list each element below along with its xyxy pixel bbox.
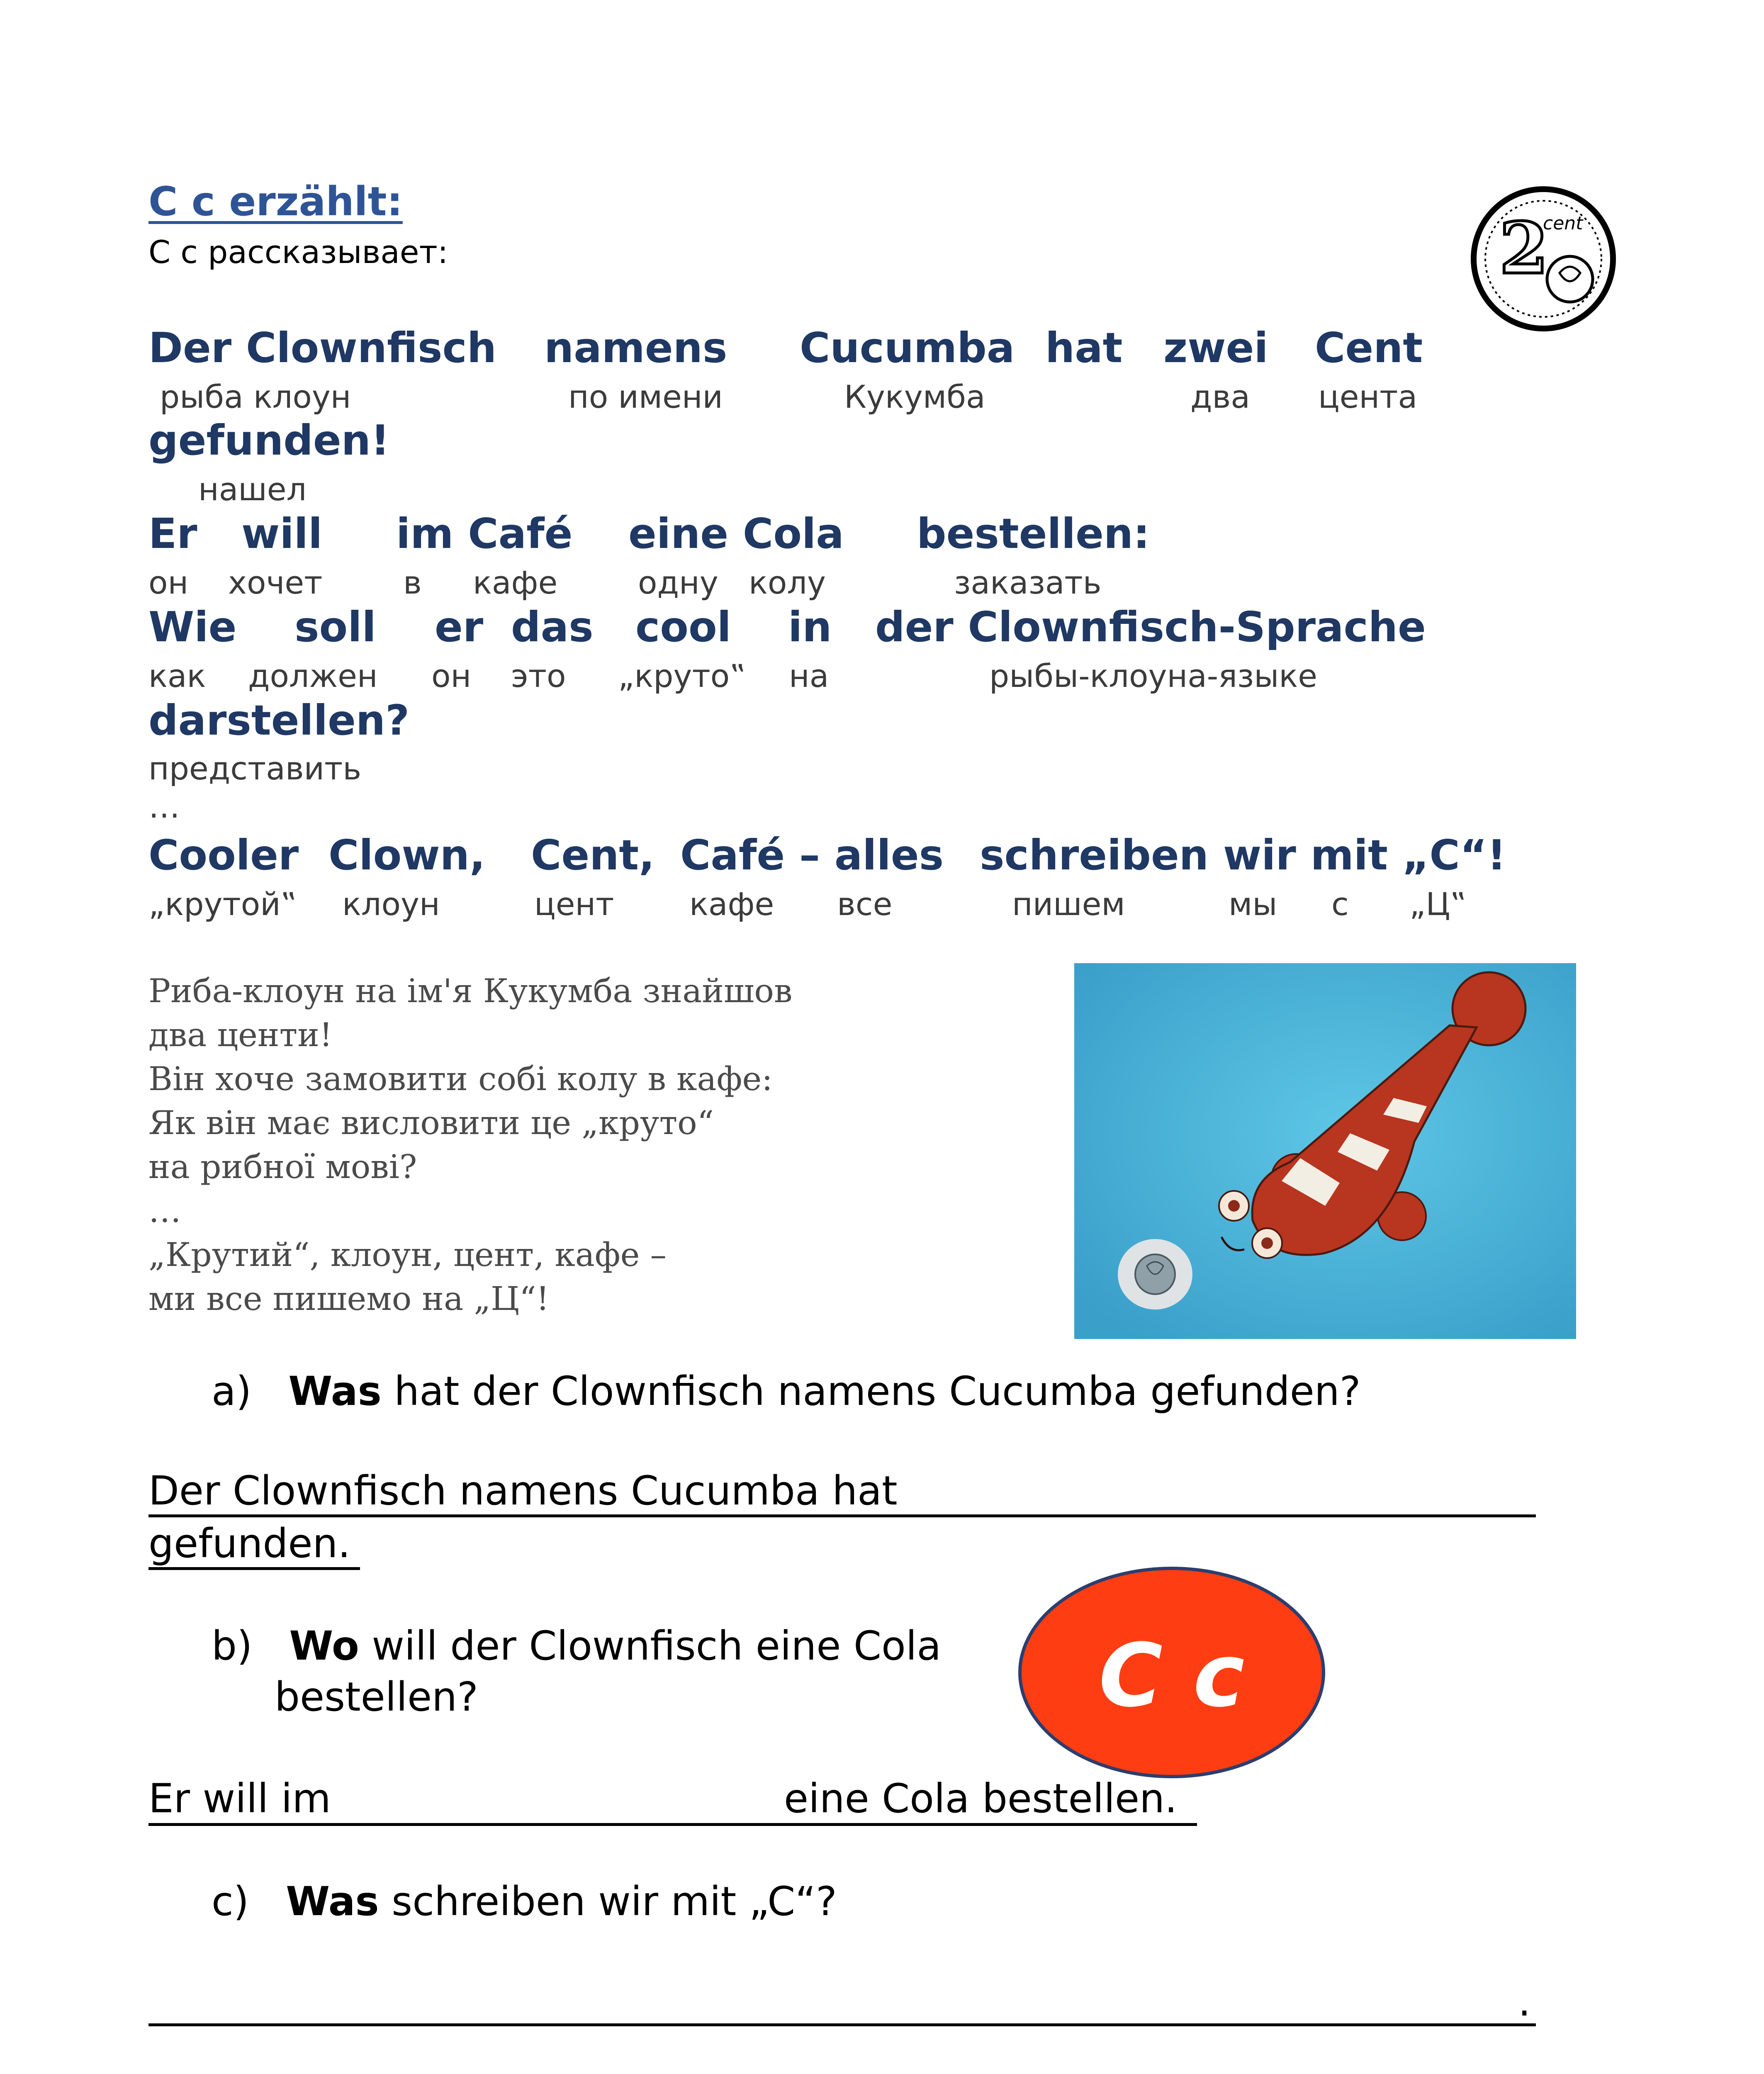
uk-line: … bbox=[148, 1192, 181, 1230]
de-word: gefunden! bbox=[148, 416, 390, 465]
de-word: Cucumba bbox=[800, 324, 1015, 372]
question-keyword: Was bbox=[288, 1368, 382, 1414]
de-word: Café – alles bbox=[680, 831, 944, 879]
question-a bbox=[212, 1368, 1361, 1414]
ru-word: он bbox=[431, 657, 472, 694]
ru-word: клоун bbox=[342, 886, 440, 923]
question-b-cont: bestellen? bbox=[275, 1674, 478, 1720]
de-word: Cent, bbox=[531, 831, 655, 879]
question-b bbox=[212, 1623, 941, 1669]
clownfish-photo bbox=[1074, 963, 1576, 1339]
de-word: Der Clownfisch bbox=[148, 324, 497, 372]
badge-letters: C c bbox=[1099, 1625, 1245, 1726]
de-word: Cooler bbox=[148, 831, 299, 879]
de-word: schreiben wir mit „C“! bbox=[980, 831, 1506, 879]
ru-word: в bbox=[403, 564, 422, 601]
answer-a-start: Der Clownfisch namens Cucumba hat bbox=[148, 1468, 898, 1514]
question-keyword: Was bbox=[286, 1878, 379, 1925]
uk-line: ми все пишемо на „Ц“! bbox=[148, 1280, 550, 1318]
question-keyword: Wo bbox=[289, 1623, 359, 1669]
uk-line: Риба-клоун на ім'я Кукумба знайшов bbox=[148, 972, 793, 1010]
ru-word: кафе bbox=[473, 564, 558, 601]
ru-word: с bbox=[1331, 886, 1349, 923]
de-word: der Clownfisch-Sprache bbox=[875, 603, 1426, 651]
page-subtitle: С с рассказывает: bbox=[148, 234, 448, 270]
de-word: im Café bbox=[396, 509, 573, 558]
answer-a-end: gefunden. bbox=[148, 1520, 350, 1567]
ru-word: заказать bbox=[954, 564, 1102, 601]
question-marker: b) bbox=[212, 1623, 253, 1669]
ru-word: Кукумба bbox=[844, 378, 985, 415]
ru-word: как bbox=[148, 657, 206, 694]
de-word: namens bbox=[544, 324, 727, 372]
answer-b-start: Er will im bbox=[148, 1775, 331, 1822]
question-text: schreiben wir mit „C“? bbox=[379, 1878, 837, 1925]
ru-word: мы bbox=[1229, 886, 1277, 923]
de-word: Er bbox=[148, 509, 197, 558]
de-word: cool bbox=[635, 603, 731, 651]
de-word: in bbox=[788, 603, 832, 651]
question-marker: a) bbox=[212, 1368, 252, 1414]
de-word: bestellen: bbox=[917, 509, 1150, 558]
clownfish-illustration bbox=[1074, 963, 1576, 1339]
ru-word: по имени bbox=[568, 378, 723, 415]
de-word: Clown, bbox=[328, 831, 485, 879]
ru-word: одну bbox=[638, 564, 718, 601]
ru-word: рыбы-клоуна-языке bbox=[989, 657, 1317, 694]
de-word: Wie bbox=[148, 603, 237, 651]
coin-unit: cent bbox=[1543, 213, 1583, 234]
question-text: will der Clownfisch eine Cola bbox=[359, 1623, 942, 1669]
uk-line: на рибної мові? bbox=[148, 1148, 417, 1186]
de-word: eine Cola bbox=[628, 509, 844, 558]
answer-c-line bbox=[148, 2023, 1536, 2026]
answer-a-line bbox=[148, 1514, 1536, 1517]
ru-word: хочет bbox=[228, 564, 323, 601]
uk-line: Як він має висловити це „круто“ bbox=[148, 1104, 714, 1142]
ru-word: два bbox=[1190, 378, 1250, 415]
de-word: soll bbox=[294, 603, 376, 651]
ru-word: „круто‟ bbox=[618, 657, 746, 694]
ru-word: пишем bbox=[1012, 886, 1125, 923]
ru-word: все bbox=[837, 886, 893, 923]
ru-word: кафе bbox=[689, 886, 774, 923]
de-word: darstellen? bbox=[148, 696, 410, 745]
ellipsis: … bbox=[148, 788, 180, 825]
uk-line: два центи! bbox=[148, 1016, 333, 1054]
answer-b-end: eine Cola bestellen. bbox=[784, 1775, 1178, 1822]
answer-a-line-2 bbox=[148, 1567, 360, 1570]
uk-line: „Крутий“, клоун, цент, кафе – bbox=[148, 1236, 667, 1274]
question-c bbox=[212, 1878, 837, 1925]
letter-badge bbox=[1016, 1565, 1327, 1780]
ru-word: он bbox=[148, 564, 189, 601]
ru-word: это bbox=[511, 657, 566, 694]
ru-word: на bbox=[789, 657, 829, 694]
ru-word: рыба клоун bbox=[160, 378, 351, 415]
uk-line: Він хоче замовити собі колу в кафе: bbox=[148, 1060, 773, 1098]
ru-word: „Ц‟ bbox=[1409, 886, 1467, 923]
ru-word: должен bbox=[248, 657, 378, 694]
ukrainian-paragraph bbox=[148, 969, 792, 1321]
coin-icon bbox=[1470, 186, 1617, 332]
de-word: Cent bbox=[1315, 324, 1423, 372]
question-text: hat der Clownfisch namens Cucumba gefunden? bbox=[381, 1368, 1361, 1414]
de-word: zwei bbox=[1163, 324, 1268, 372]
ru-word: представить bbox=[148, 750, 362, 787]
coin-value: 2 bbox=[1499, 207, 1549, 290]
ru-word: цента bbox=[1318, 378, 1418, 415]
de-word: will bbox=[241, 509, 323, 558]
page-title: C c erzählt: bbox=[148, 178, 403, 225]
ru-word: „крутой‟ bbox=[148, 886, 297, 923]
answer-b-line bbox=[148, 1823, 1197, 1826]
ru-word: колу bbox=[749, 564, 826, 601]
ru-word: цент bbox=[534, 886, 614, 923]
de-word: das bbox=[511, 603, 594, 651]
question-marker: c) bbox=[212, 1878, 249, 1925]
answer-c-end: . bbox=[1518, 1979, 1531, 2025]
de-word: hat bbox=[1045, 324, 1123, 372]
de-word: er bbox=[435, 603, 484, 651]
ru-word: нашел bbox=[198, 471, 307, 508]
